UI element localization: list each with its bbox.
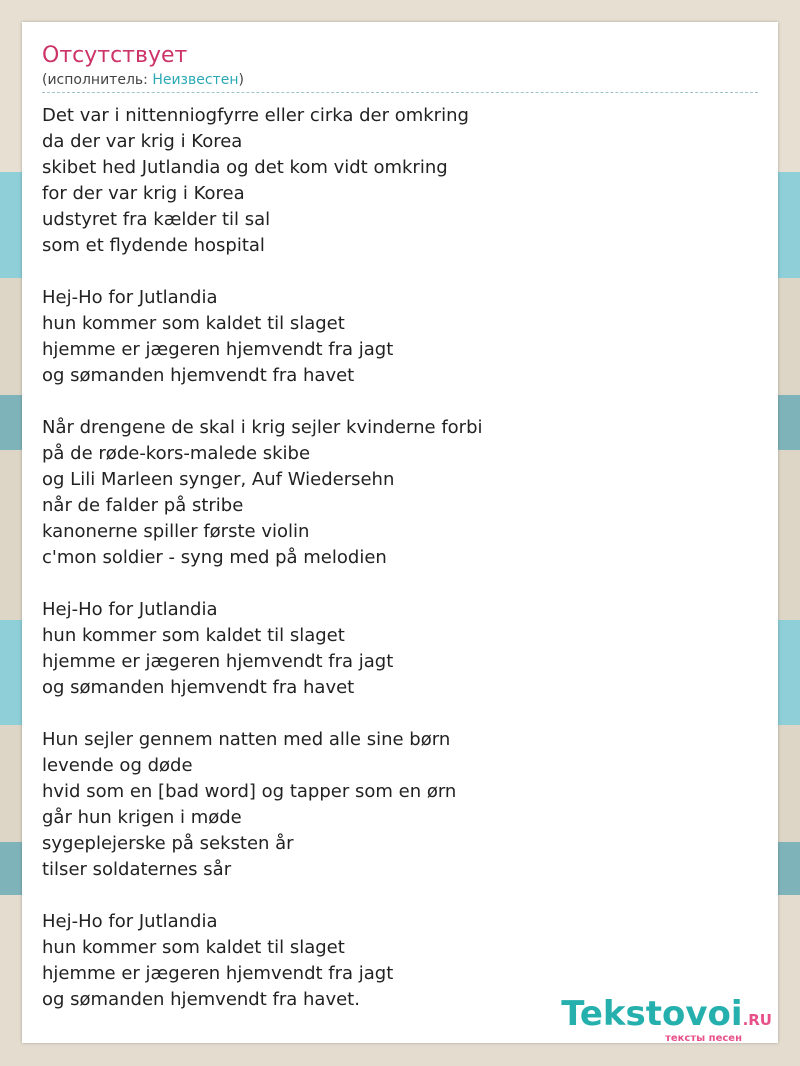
lyric-line: og sømanden hjemvendt fra havet [42, 677, 355, 698]
lyric-line: som et flydende hospital [42, 235, 265, 256]
lyric-line: levende og døde [42, 755, 193, 776]
site-logo[interactable] [561, 996, 772, 1044]
lyric-line: c'mon soldier - syng med på melodien [42, 547, 387, 568]
lyric-line: sygeplejerske på seksten år [42, 833, 294, 854]
lyric-line: hun kommer som kaldet til slaget [42, 313, 345, 334]
lyric-line: kanonerne spiller første violin [42, 521, 310, 542]
lyric-blank-line [42, 571, 758, 597]
lyric-line: Hej-Ho for Jutlandia [42, 911, 218, 932]
lyric-line: skibet hed Jutlandia og det kom vidt omkring [42, 157, 448, 178]
lyric-line: Hun sejler gennem natten med alle sine børn [42, 729, 451, 750]
logo-wordmark [561, 996, 772, 1038]
lyric-line: hjemme er jægeren hjemvendt fra jagt [42, 339, 394, 360]
lyric-blank-line [42, 389, 758, 415]
lyric-line: og sømanden hjemvendt fra havet [42, 365, 355, 386]
lyric-blank-line [42, 883, 758, 909]
lyrics-body [42, 103, 758, 1013]
logo-name: Tekstovoi [561, 994, 743, 1034]
lyric-line: på de røde-kors-malede skibe [42, 443, 311, 464]
meta-prefix: (исполнитель: [42, 72, 153, 88]
lyric-blank-line [42, 701, 758, 727]
logo-tld: .RU [742, 1011, 772, 1029]
lyric-line: hjemme er jægeren hjemvendt fra jagt [42, 651, 394, 672]
lyric-line: Hej-Ho for Jutlandia [42, 599, 218, 620]
logo-tagline: тексты песен [665, 1033, 742, 1044]
lyric-line: går hun krigen i møde [42, 807, 242, 828]
lyric-line: og Lili Marleen synger, Auf Wiedersehn [42, 469, 395, 490]
lyrics-card [22, 22, 778, 1043]
lyric-line: hjemme er jægeren hjemvendt fra jagt [42, 963, 394, 984]
lyric-blank-line [42, 259, 758, 285]
lyric-line: hun kommer som kaldet til slaget [42, 625, 345, 646]
song-title: Отсутствует [42, 43, 188, 68]
lyric-line: udstyret fra kælder til sal [42, 209, 271, 230]
lyric-line: og sømanden hjemvendt fra havet. [42, 989, 360, 1010]
meta-suffix: ) [238, 72, 244, 88]
lyric-line: for der var krig i Korea [42, 183, 245, 204]
lyric-line: hun kommer som kaldet til slaget [42, 937, 345, 958]
lyric-line: når de falder på stribe [42, 495, 244, 516]
artist-link[interactable]: Неизвестен [152, 72, 239, 88]
lyric-line: Det var i nittenniogfyrre eller cirka der omkring [42, 105, 469, 126]
lyric-line: hvid som en [bad word] og tapper som en ørn [42, 781, 457, 802]
lyric-line: da der var krig i Korea [42, 131, 243, 152]
lyric-line: Hej-Ho for Jutlandia [42, 287, 218, 308]
lyric-line: tilser soldaternes sår [42, 859, 232, 880]
lyric-line: Når drengene de skal i krig sejler kvinderne forbi [42, 417, 483, 438]
song-meta [42, 70, 758, 93]
